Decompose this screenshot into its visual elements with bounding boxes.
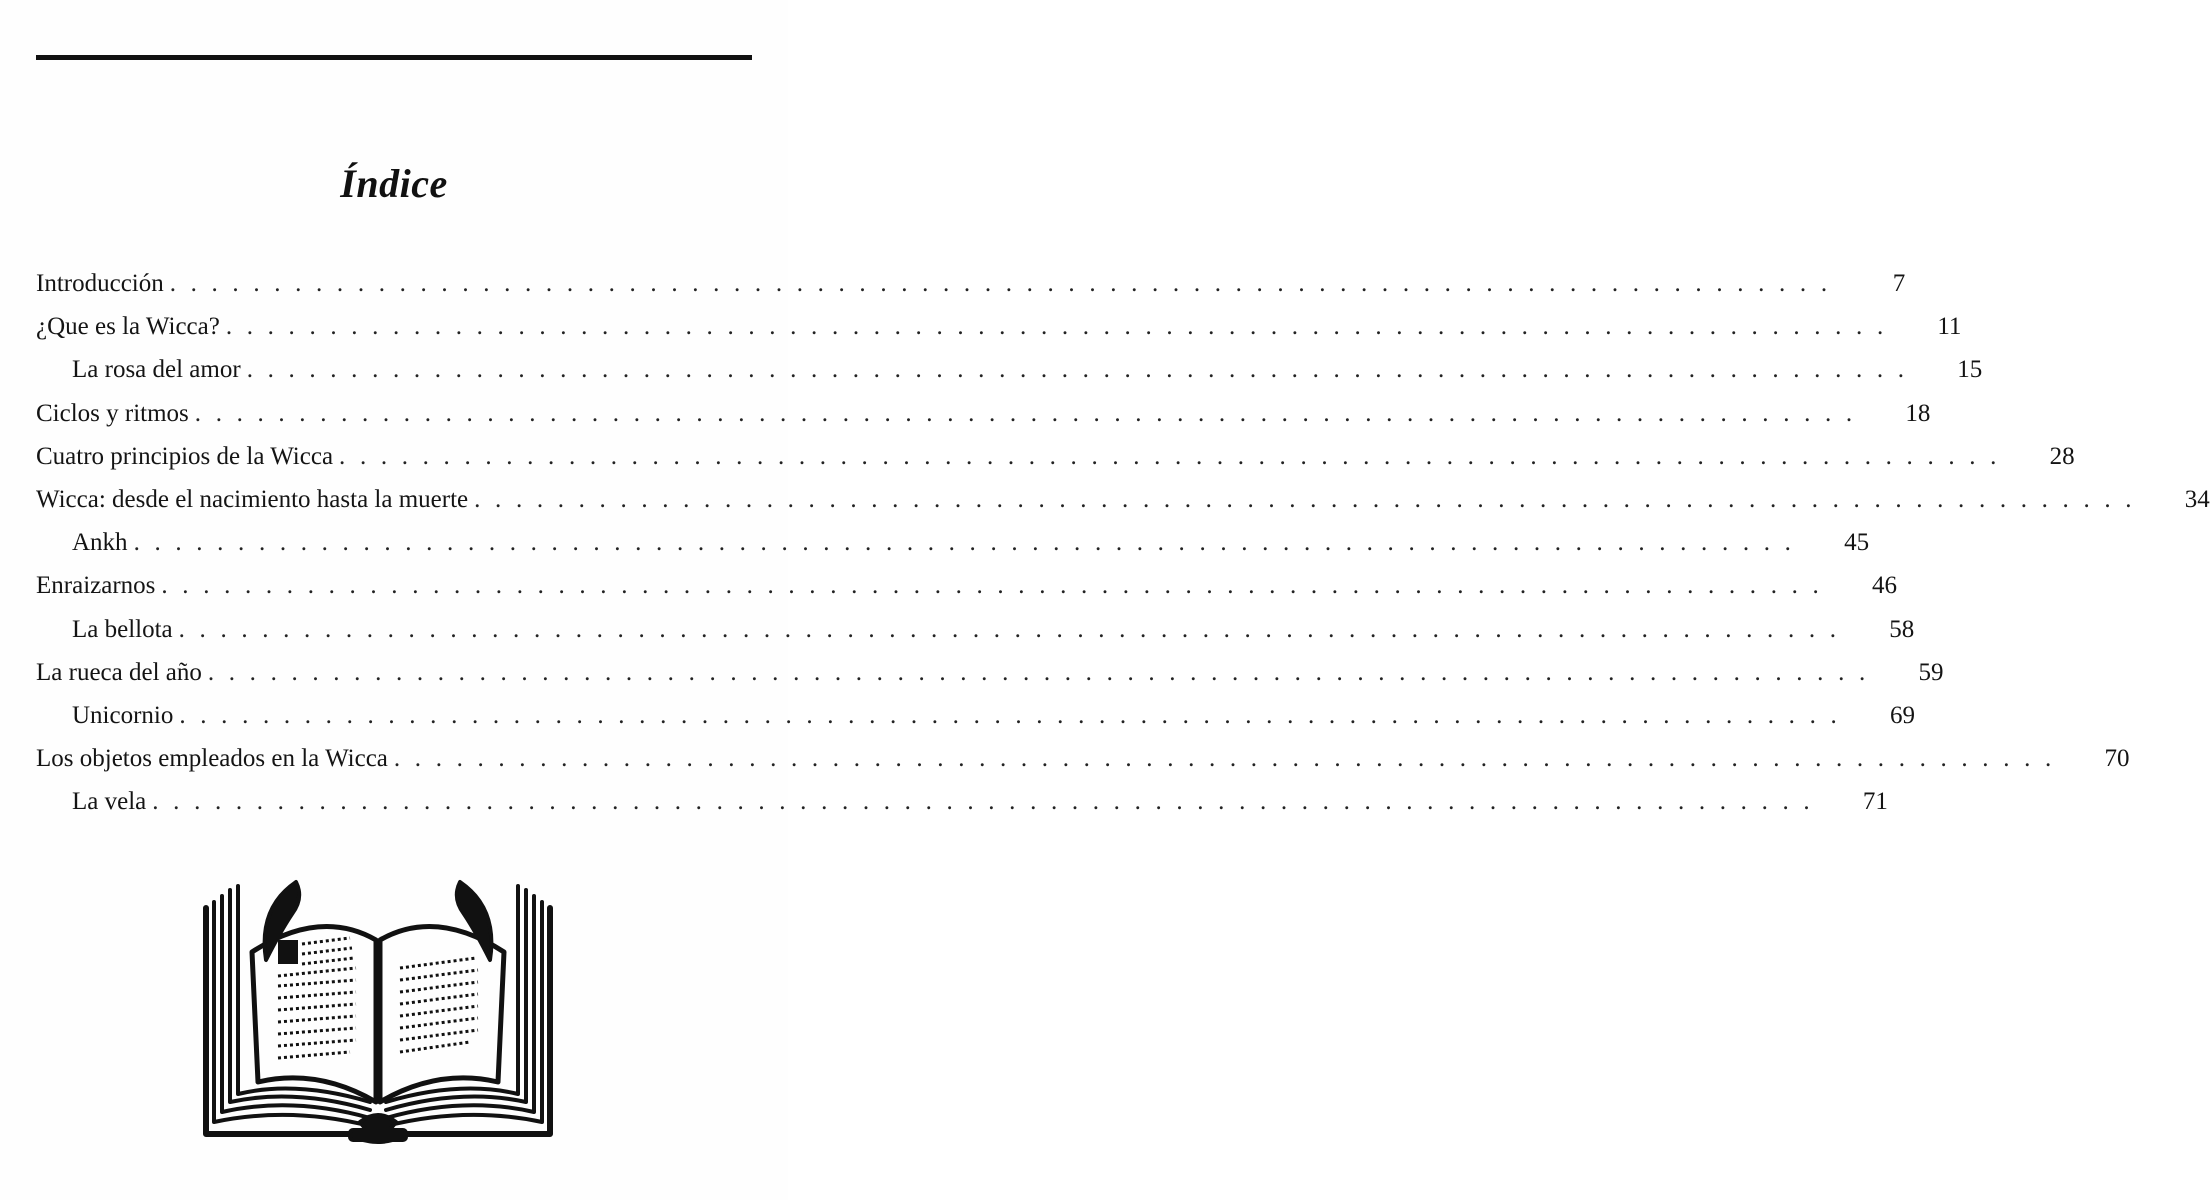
- toc-leader-dots: . . . . . . . . . . . . . . . . . . . . . . . . . . . . . . . . . . . . . . . . . . . . . . . . . . . . . . . . . . . . . . . . . . . . . . . . . . . . . . . .: [179, 701, 1841, 729]
- header-rule: [36, 55, 752, 60]
- toc-subentry: [36, 608, 1915, 651]
- toc-entry-page: 15: [1957, 356, 1983, 384]
- toc-entry-label: Ankh: [72, 529, 128, 557]
- toc-entry: [36, 435, 2075, 478]
- toc-entry-page: 34: [2184, 485, 2210, 513]
- toc-entry-page: 7: [1892, 270, 1906, 297]
- table-of-contents: [36, 262, 2210, 823]
- page-title: Índice: [340, 161, 448, 206]
- toc-leader-dots: . . . . . . . . . . . . . . . . . . . . . . . . . . . . . . . . . . . . . . . . . . . . . . . . . . . . . . . . . . . . . . . . . . . . . . . . . . . . . . . .: [393, 745, 2056, 773]
- toc-entry-label: ¿Que es la Wicca?: [36, 313, 220, 341]
- toc-entry-label: Ciclos y ritmos: [36, 399, 189, 427]
- toc-entry: [36, 478, 2210, 521]
- open-book-icon: [200, 868, 556, 1146]
- toc-entry-page: 69: [1889, 701, 1915, 729]
- toc-leader-dots: . . . . . . . . . . . . . . . . . . . . . . . . . . . . . . . . . . . . . . . . . . . . . . . . . . . . . . . . . . . . . . . . . . . . . . . . . . . . . . . .: [207, 658, 1870, 686]
- toc-entry-page: 28: [2049, 442, 2075, 470]
- toc-entry: [36, 651, 1944, 694]
- toc-entry: [36, 737, 2130, 780]
- toc-subentry: [36, 521, 1870, 564]
- toc-entry-label: La rueca del año: [36, 658, 202, 686]
- toc-leader-dots: . . . . . . . . . . . . . . . . . . . . . . . . . . . . . . . . . . . . . . . . . . . . . . . . . . . . . . . . . . . . . . . . . . . . . . . . . . . . . . . .: [225, 313, 1888, 341]
- toc-entry-label: Wicca: desde el nacimiento hasta la muerte: [36, 485, 469, 513]
- toc-entry-page: 59: [1918, 658, 1944, 686]
- toc-entry-label: La rosa del amor: [72, 356, 241, 384]
- toc-entry: [36, 392, 1931, 435]
- toc-leader-dots: . . . . . . . . . . . . . . . . . . . . . . . . . . . . . . . . . . . . . . . . . . . . . . . . . . . . . . . . . . . . . . . . . . . . . . . . . . . . . . . .: [178, 615, 1841, 643]
- toc-entry-page: 70: [2104, 745, 2130, 773]
- toc-subentry: [36, 694, 1915, 737]
- toc-leader-dots: . . . . . . . . . . . . . . . . . . . . . . . . . . . . . . . . . . . . . . . . . . . . . . . . . . . . . . . . . . . . . . . . . . . . . . . . . . . . . . . .: [152, 788, 1814, 816]
- toc-leader-dots: . . . . . . . . . . . . . . . . . . . . . . . . . . . . . . . . . . . . . . . . . . . . . . . . . . . . . . . . . . . . . . . . . . . . . . . . . . . . . . . .: [169, 270, 1832, 297]
- toc-subentry: [36, 348, 1983, 391]
- toc-entry-page: 11: [1937, 313, 1962, 341]
- toc-entry-label: Unicornio: [72, 701, 174, 729]
- toc-entry-label: La bellota: [72, 615, 173, 643]
- toc-entry-page: 58: [1889, 615, 1915, 643]
- toc-subentry: [36, 780, 1888, 823]
- toc-entry: [36, 564, 1897, 607]
- toc-leader-dots: . . . . . . . . . . . . . . . . . . . . . . . . . . . . . . . . . . . . . . . . . . . . . . . . . . . . . . . . . . . . . . . . . . . . . . . . . . . . . . . .: [194, 399, 1857, 427]
- open-book-illustration: [200, 868, 556, 1146]
- toc-entry-page: 45: [1844, 529, 1870, 557]
- toc-entry-page: 46: [1871, 572, 1897, 600]
- toc-leader-dots: . . . . . . . . . . . . . . . . . . . . . . . . . . . . . . . . . . . . . . . . . . . . . . . . . . . . . . . . . . . . . . . . . . . . . . . . . . . . . . . .: [339, 442, 2001, 470]
- toc-leader-dots: . . . . . . . . . . . . . . . . . . . . . . . . . . . . . . . . . . . . . . . . . . . . . . . . . . . . . . . . . . . . . . . . . . . . . . . . . . . . . . . .: [133, 529, 1796, 557]
- toc-leader-dots: . . . . . . . . . . . . . . . . . . . . . . . . . . . . . . . . . . . . . . . . . . . . . . . . . . . . . . . . . . . . . . . . . . . . . . . . . . . . . . . .: [474, 485, 2136, 513]
- toc-entry-label: Introducción: [36, 270, 164, 297]
- toc-leader-dots: . . . . . . . . . . . . . . . . . . . . . . . . . . . . . . . . . . . . . . . . . . . . . . . . . . . . . . . . . . . . . . . . . . . . . . . . . . . . . . . .: [246, 356, 1909, 384]
- toc-entry-label: Cuatro principios de la Wicca: [36, 442, 334, 470]
- toc-entry-label: Los objetos empleados en la Wicca: [36, 745, 388, 773]
- toc-entry-label: La vela: [72, 788, 147, 816]
- toc-entry: [36, 305, 1962, 348]
- toc-entry-page: 18: [1905, 399, 1931, 427]
- toc-entry: [36, 262, 1906, 305]
- toc-leader-dots: . . . . . . . . . . . . . . . . . . . . . . . . . . . . . . . . . . . . . . . . . . . . . . . . . . . . . . . . . . . . . . . . . . . . . . . . . . . . . . . .: [161, 572, 1823, 600]
- toc-entry-page: 71: [1862, 788, 1888, 816]
- toc-entry-label: Enraizarnos: [36, 572, 156, 600]
